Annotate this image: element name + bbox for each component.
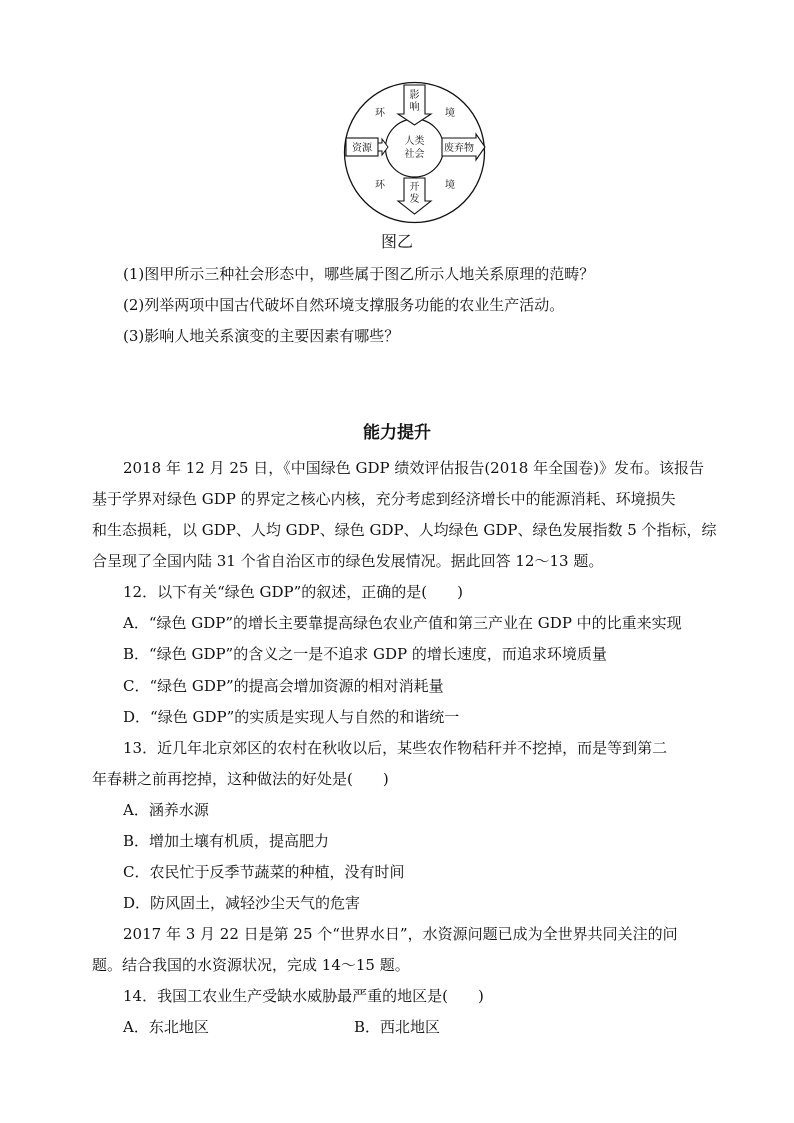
center-label-line1: 人类 — [404, 136, 425, 147]
env-top-left: 环 — [375, 108, 385, 119]
question-3: (3)影响人地关系演变的主要因素有哪些？ — [123, 327, 400, 345]
q13-option-c: C．农民忙于反季节蔬菜的种植，没有时间 — [123, 863, 405, 881]
q13-option-a: A．涵养水源 — [123, 801, 209, 819]
q14-option-b: B．西北地区 — [354, 1018, 441, 1036]
q12-stem: 12．以下有关“绿色 GDP”的叙述，正确的是( ) — [123, 583, 463, 601]
q13-option-d: D．防风固土，减轻沙尘天气的危害 — [123, 894, 361, 912]
passage1-line2: 基于学界对绿色 GDP 的界定之核心内核，充分考虑到经济增长中的能源消耗、环境损失 — [92, 490, 676, 508]
env-bottom-right: 境 — [445, 180, 455, 191]
passage2-line2: 题。结合我国的水资源状况，完成 14～15 题。 — [92, 956, 410, 974]
diagram-human-environment — [342, 80, 487, 225]
bottom-arrow-char-2: 发 — [409, 194, 420, 205]
bottom-arrow-char-1: 开 — [409, 182, 420, 193]
center-label-line2: 社会 — [404, 149, 425, 160]
passage1-line4: 合呈现了全国内陆 31 个省自治区市的绿色发展情况。据此回答 12～13 题。 — [92, 552, 604, 570]
q12-option-a: A．“绿色 GDP”的增长主要靠提高绿色农业产值和第三产业在 GDP 中的比重来实现 — [123, 614, 682, 632]
passage2-line1: 2017 年 3 月 22 日是第 25 个“世界水日”，水资源问题已成为全世界共同关注的问 — [123, 925, 678, 943]
q13-stem-line1: 13．近几年北京郊区的农村在秋收以后，某些农作物秸秆并不挖掉，而是等到第二 — [123, 739, 668, 757]
top-arrow-char-2: 响 — [409, 102, 420, 113]
top-arrow-char-1: 影 — [409, 90, 420, 101]
question-1: (1)图甲所示三种社会形态中，哪些属于图乙所示人地关系原理的范畴？ — [123, 265, 595, 283]
passage1-line1: 2018 年 12 月 25 日，《中国绿色 GDP 绩效评估报告(2018 年全国卷)》发布。该报告 — [123, 459, 704, 477]
q14-stem: 14．我国工农业生产受缺水威胁最严重的地区是( ) — [123, 987, 484, 1005]
section-title: 能力提升 — [363, 423, 431, 443]
env-top-right: 境 — [445, 108, 455, 119]
question-2: (2)列举两项中国古代破坏自然环境支撑服务功能的农业生产活动。 — [123, 296, 565, 314]
q13-stem-line2: 年春耕之前再挖掉，这种做法的好处是( ) — [92, 770, 389, 788]
passage1-line3: 和生态损耗，以 GDP、人均 GDP、绿色 GDP、人均绿色 GDP、绿色发展指数 5 个指标，综 — [92, 521, 717, 539]
inner-circle — [386, 119, 444, 177]
q12-option-b: B．“绿色 GDP”的含义之一是不追求 GDP 的增长速度，而追求环境质量 — [123, 645, 607, 663]
env-bottom-left: 环 — [375, 180, 385, 191]
q14-option-a: A．东北地区 — [123, 1018, 209, 1036]
figure-caption: 图乙 — [380, 232, 413, 251]
q13-option-b: B．增加土壤有机质，提高肥力 — [123, 832, 330, 850]
q12-option-c: C．“绿色 GDP”的提高会增加资源的相对消耗量 — [123, 677, 444, 695]
left-box-label: 资源 — [352, 143, 372, 154]
right-arrow-label: 废弃物 — [444, 143, 474, 154]
q12-option-d: D．“绿色 GDP”的实质是实现人与自然的和谐统一 — [123, 708, 460, 726]
